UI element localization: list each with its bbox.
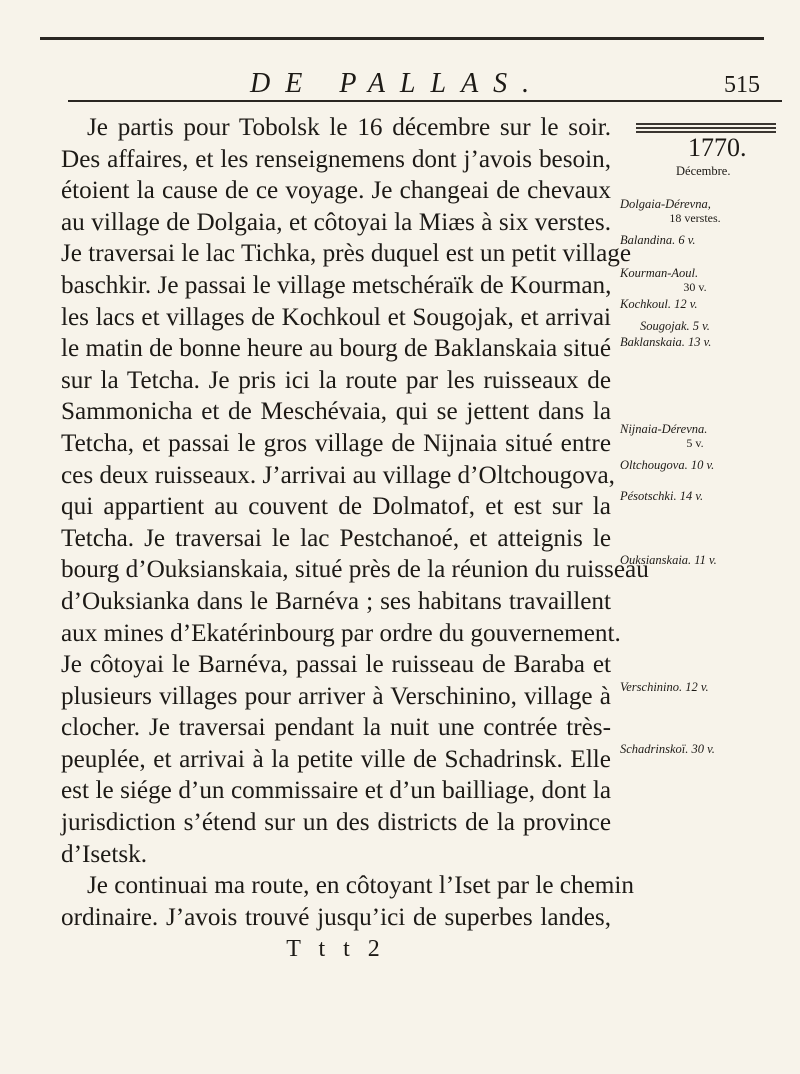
margin-note-name: Sougojak. 5 v.	[640, 319, 710, 333]
margin-note-name: Oltchougova. 10 v.	[620, 458, 715, 472]
text-line: sur la Tetcha. Je pris ici la route par les ruisseaux de	[61, 366, 611, 394]
text-line: clocher. Je traversai pendant la nuit une contrée très-	[61, 714, 611, 742]
margin-note	[620, 233, 790, 247]
margin-note	[620, 458, 790, 472]
text-line: aux mines d’Ekatérinbourg par ordre du gouvernement.	[61, 619, 621, 647]
margin-note-name: Baklanskaia. 13 v.	[620, 335, 712, 349]
text-line: les lacs et villages de Kochkoul et Sougojak, et arrivai	[61, 303, 611, 331]
margin-note-name: Dolgaia-Dérevna,	[620, 197, 711, 211]
text-line: Sammonicha et de Meschévaia, qui se jettent dans la	[61, 398, 611, 426]
text-line: le matin de bonne heure au bourg de Baklanskaia situé	[61, 335, 611, 363]
signature-line	[61, 933, 611, 965]
text-line: d’Ouksianka dans le Barnéva ; ses habitans travaillent	[61, 587, 611, 615]
running-head	[70, 68, 780, 98]
top-rule	[40, 37, 764, 40]
text-line: étoient la cause de ce voyage. Je changeai de chevaux	[61, 177, 611, 205]
text-line: jurisdiction s’étend sur un des districts de la province	[61, 809, 611, 837]
margin-note-name: Balandina. 6 v.	[620, 233, 696, 247]
text-line: Je continuai ma route, en côtoyant l’Iset par le chemin	[87, 872, 634, 900]
running-title: DE PALLAS.	[250, 68, 545, 99]
margin-note	[620, 680, 790, 694]
text-line: Tetcha, et passai le gros village de Nijnaia situé entre	[61, 429, 611, 457]
margin-month: Décembre.	[676, 164, 731, 178]
margin-year: 1770.	[688, 133, 747, 162]
text-line: Je partis pour Tobolsk le 16 décembre sur le soir.	[87, 114, 611, 141]
text-line: baschkir. Je passai le village metschéraïk de Kourman,	[61, 271, 612, 299]
margin-note	[620, 489, 790, 503]
margin-note-name: Kochkoul. 12 v.	[620, 297, 698, 311]
margin-note	[620, 266, 790, 294]
margin-note-name: Ouksianskaia. 11 v.	[620, 553, 717, 567]
margin-note-name: Schadrinskoï. 30 v.	[620, 742, 715, 756]
margin-note	[620, 297, 790, 311]
page-number: 515	[724, 72, 760, 98]
text-line: ces deux ruisseaux. J’arrivai au village d’Oltchougova,	[61, 461, 615, 489]
text-line: est le siége d’un commissaire et d’un bailliage, dont la	[61, 777, 611, 805]
text-line: Tetcha. Je traversai le lac Pestchanoé, et atteignis le	[61, 524, 611, 552]
text-line: d’Isetsk.	[61, 840, 148, 868]
margin-note-name: Nijnaia-Dérevna.	[620, 422, 708, 436]
margin-note	[620, 197, 790, 225]
margin-note	[620, 553, 790, 567]
text-line: Je côtoyai le Barnéva, passai le ruisseau de Baraba et	[61, 651, 611, 679]
margin-note	[620, 422, 790, 450]
text-line: bourg d’Ouksianskaia, situé près de la réunion du ruisseau	[61, 556, 649, 584]
margin-note-name: Verschinino. 12 v.	[620, 680, 709, 694]
text-line: Des affaires, et les renseignemens dont j’avois besoin,	[61, 145, 611, 173]
text-line: Je traversai le lac Tichka, près duquel est un petit village	[61, 240, 632, 268]
header-rule	[68, 100, 782, 102]
text-line: peuplée, et arrivai à la petite ville de Schadrinsk. Elle	[61, 745, 611, 773]
signature-mark: T t t 2	[286, 936, 386, 963]
margin-note-sub: 5 v.	[686, 436, 704, 450]
margin-note-sub: 18 verstes.	[669, 211, 721, 225]
text-line: ordinaire. J’avois trouvé jusqu’ici de superbes landes,	[61, 903, 611, 931]
margin-note	[640, 319, 800, 333]
margin-note-sub: 30 v.	[683, 280, 707, 294]
margin-note	[620, 335, 790, 349]
text-line: au village de Dolgaia, et côtoyai la Miæs à six verstes.	[61, 208, 611, 236]
margin-note-name: Kourman-Aoul.	[620, 266, 699, 280]
margin-note-name: Pésotschki. 14 v.	[620, 489, 704, 503]
body-text	[61, 112, 649, 965]
text-line: qui appartient au couvent de Dolmatof, et est sur la	[61, 493, 611, 521]
margin-note	[620, 742, 790, 756]
text-line: plusieurs villages pour arriver à Verschinino, village à	[61, 682, 611, 710]
